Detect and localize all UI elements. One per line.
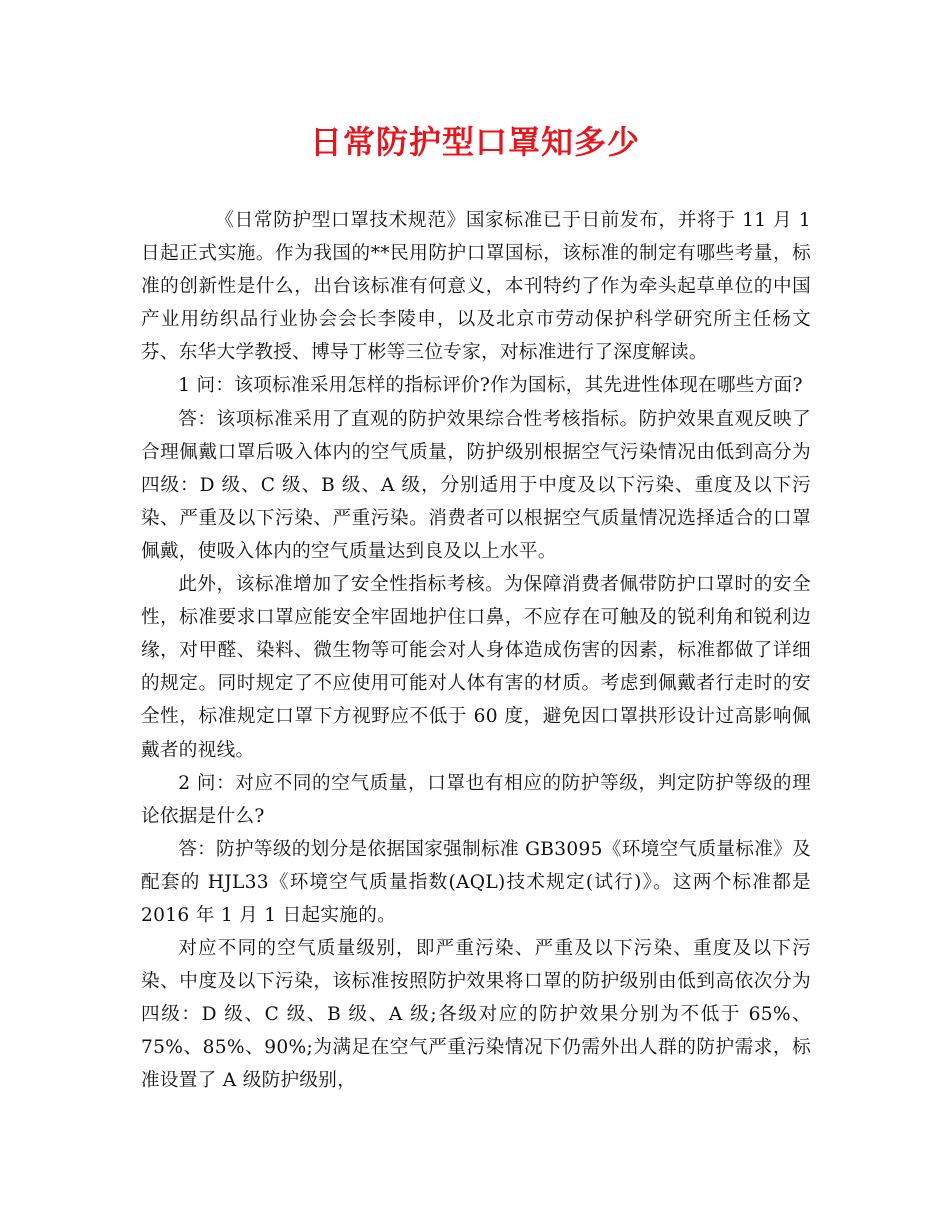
paragraph-intro: 《日常防护型口罩技术规范》国家标准已于日前发布，并将于 11 月 1 日起正式实施。作为我国的**民用防护口罩国标，该标准的制定有哪些考量，标准的创新性是什么，出台该标准有何意义，本刊特约了作为牵头起草单位的中国产业用纺织品行业协会会长李陵申，以及北京市劳动保护科学研究所主任杨文芬、东华大学教授、博导丁彬等三位专家，对标准进行了深度解读。	[141, 210, 811, 364]
paragraph-levels: 对应不同的空气质量级别，即严重污染、严重及以下污染、重度及以下污染、中度及以下污染，该标准按照防护效果将口罩的防护级别由低到高依次分为四级：D 级、C 级、B 级、A 级;各级对应的防护效果分别为不低于 65%、75%、85%、90%;为满足在空气严重污染情况下仍需外出人群的防护需求，标准设置了 A 级防护级别，	[141, 938, 811, 1092]
document-body	[141, 204, 811, 1098]
paragraph-answer-2: 答：防护等级的划分是依据国家强制标准 GB3095《环境空气质量标准》及配套的 HJL33《环境空气质量指数(AQL)技术规定(试行)》。这两个标准都是 2016 年 1 月 1 日起实施的。	[141, 838, 811, 926]
document-title: 日常防护型口罩知多少	[309, 123, 640, 161]
paragraph-question-2: 2 问：对应不同的空气质量，口罩也有相应的防护等级，判定防护等级的理论依据是什么?	[141, 772, 811, 827]
paragraph-safety: 此外，该标准增加了安全性指标考核。为保障消费者佩带防护口罩时的安全性，标准要求口罩应能安全牢固地护住口鼻，不应存在可触及的锐利角和锐利边缘，对甲醛、染料、微生物等可能会对人身体造成伤害的因素，标准都做了详细的规定。同时规定了不应使用可能对人体有害的材质。考虑到佩戴者行走时的安全性，标准规定口罩下方视野应不低于 60 度，避免因口罩拱形设计过高影响佩戴者的视线。	[141, 574, 811, 761]
paragraph-question-1: 1 问：该项标准采用怎样的指标评价?作为国标，其先进性体现在哪些方面?	[178, 375, 803, 397]
paragraph-answer-1: 答：该项标准采用了直观的防护效果综合性考核指标。防护效果直观反映了合理佩戴口罩后吸入体内的空气质量，防护级别根据空气污染情况由低到高分为四级：D 级、C 级、B 级、A 级，分别适用于中度及以下污染、重度及以下污染、严重及以下污染、严重污染。消费者可以根据空气质量情况选择适合的口罩佩戴，使吸入体内的空气质量达到良及以上水平。	[141, 408, 811, 562]
